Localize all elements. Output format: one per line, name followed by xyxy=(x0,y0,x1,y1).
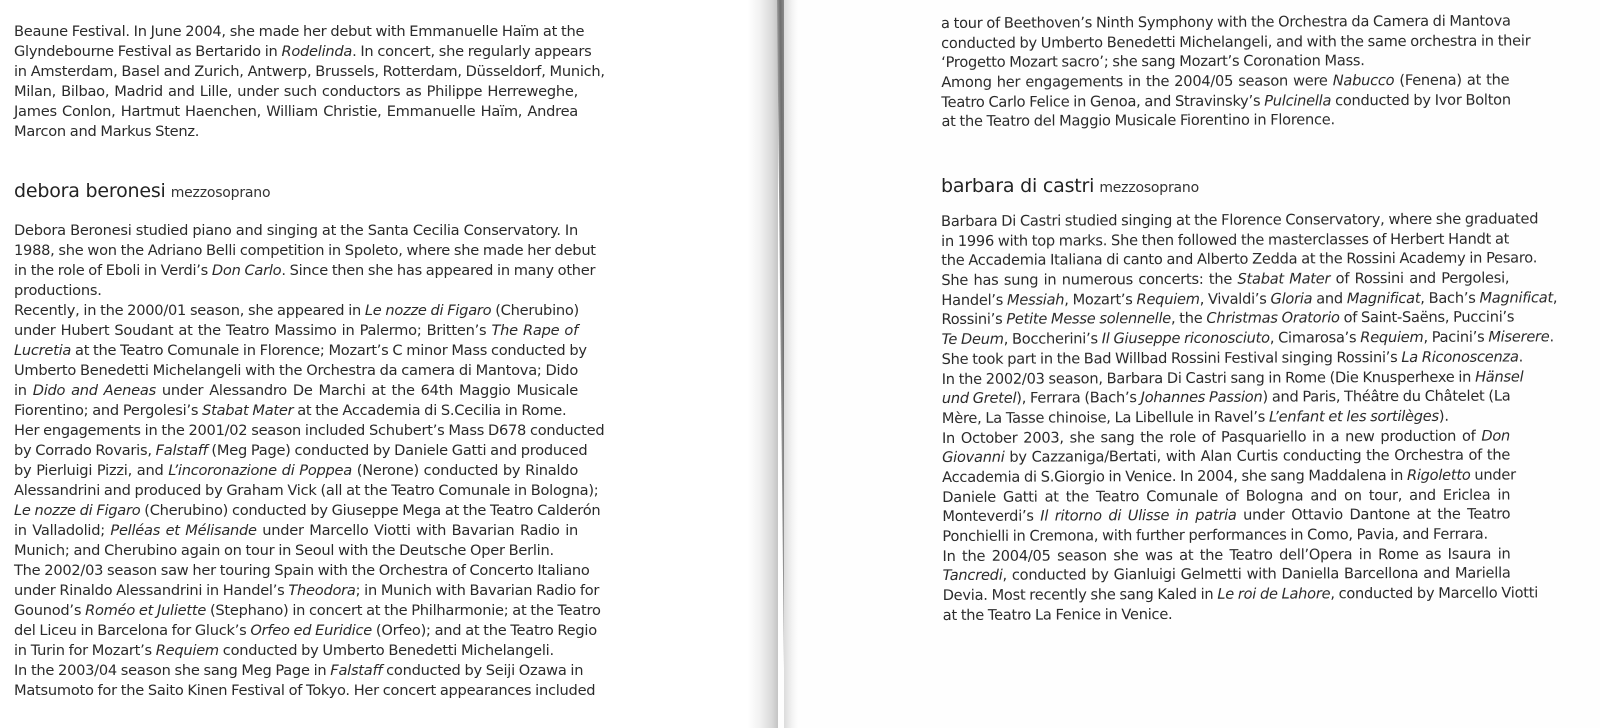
text-line xyxy=(14,541,578,561)
italic-title-run: Lucretia xyxy=(14,342,72,359)
text-line xyxy=(14,501,601,521)
text-run: conducted by Umberto Benedetti Michelangeli, and with the same orchestra in their xyxy=(941,32,1531,52)
text-line xyxy=(14,122,578,142)
text-run: She has sung in numerous concerts: the xyxy=(941,270,1238,290)
text-run: , Vivaldi’s xyxy=(1199,290,1271,308)
artist-name: barbara di castri xyxy=(941,175,1095,197)
text-run: by Corrado Rovaris, xyxy=(14,442,156,459)
text-run: , the xyxy=(1170,310,1207,328)
italic-title-run: Theodora xyxy=(288,582,356,599)
book-spine-gutter xyxy=(748,0,798,728)
text-run: In the 2004/05 season she was at the Teatro dell’Opera in Rome as Isaura in xyxy=(942,545,1511,565)
text-run: in Valladolid; xyxy=(14,522,111,539)
text-run: and xyxy=(1312,289,1347,308)
italic-title-run: Requiem xyxy=(1136,290,1200,308)
italic-title-run: Don Carlo xyxy=(211,262,282,279)
text-run: , Cimarosa’s xyxy=(1269,329,1361,347)
text-run: , xyxy=(1552,289,1558,307)
italic-title-run: Don xyxy=(1481,427,1511,445)
text-run: in 1996 with top marks. She then followed the masterclasses of Herbert Handt at xyxy=(941,230,1510,250)
italic-title-run: Rigoletto xyxy=(1406,466,1471,484)
text-line xyxy=(941,288,1558,310)
text-run: in xyxy=(14,382,33,399)
text-line xyxy=(14,581,600,601)
text-run: Alessandrini and produced by Graham Vick (all at the Teatro Comunale in Bologna); xyxy=(14,482,599,499)
text-run: Matsumoto for the Saito Kinen Festival of Tokyo. Her concert appearances included xyxy=(14,682,596,699)
text-run: at the Teatro La Fenice in Venice. xyxy=(942,605,1173,624)
text-line xyxy=(14,221,578,241)
text-run: Gounod’s xyxy=(14,602,86,619)
italic-title-run: La Riconoscenza xyxy=(1401,348,1519,366)
text-run: Devia. Most recently she sang Kaled in xyxy=(942,585,1218,605)
text-run: ). xyxy=(1438,407,1449,425)
text-run: a tour of Beethoven’s Ninth Symphony with the Orchestra da Camera di Mantova xyxy=(941,12,1511,32)
italic-title-run: Le roi de Lahore xyxy=(1217,585,1331,603)
text-run: by Cazzaniga/Bertati, with Alan Curtis conducting the Orchestra of the xyxy=(1004,446,1511,466)
artist-heading-barbara-di-castri xyxy=(941,174,1199,200)
text-line xyxy=(943,564,1511,586)
text-run: del Liceu in Barcelona for Gluck’s xyxy=(14,622,251,639)
text-run: . Since then she has appeared in many other xyxy=(281,262,596,279)
debora-beronesi-biography xyxy=(14,221,605,701)
text-run: ), Ferrara (Bach’s xyxy=(1016,389,1141,407)
italic-title-run: Petite Messe solennelle xyxy=(1006,310,1172,329)
italic-title-run: Magnificat xyxy=(1346,289,1421,307)
text-line xyxy=(14,241,596,261)
text-run: In the 2002/03 season, Barbara Di Castri sang in Rome (Die Knusperhexe in xyxy=(941,368,1476,388)
italic-title-run: Roméo et Juliette xyxy=(85,602,207,619)
text-run: ) and Paris, Théâtre du Châtelet (La xyxy=(1262,387,1511,406)
text-run: Accademia di S.Giorgio in Venice. In 2004, she sang Maddalena in xyxy=(942,466,1407,486)
italic-title-run: Miserere xyxy=(1488,328,1550,346)
text-line xyxy=(942,426,1510,448)
text-run: at the Accademia di S.Cecilia in Rome. xyxy=(293,402,567,419)
italic-title-run: Magnificat xyxy=(1479,289,1553,307)
italic-title-run: Hänsel xyxy=(1475,367,1524,386)
italic-title-run: Il Giuseppe riconosciuto xyxy=(1101,329,1270,348)
text-run: . xyxy=(1549,328,1554,346)
text-line xyxy=(941,31,1531,53)
text-run: , conducted by Marcello Viotti xyxy=(1330,584,1539,603)
text-run: James Conlon, Hartmut Haenchen, William Christie, Emmanuelle Haïm, Andrea xyxy=(14,103,578,120)
text-run: at the Teatro del Maggio Musicale Fiorentino in Florence. xyxy=(941,111,1335,131)
text-line xyxy=(941,51,1509,73)
text-run: Marcon and Markus Stenz. xyxy=(14,123,200,140)
text-run: the Accademia Italiana di canto and Alberto Zedda at the Rossini Academy in Pesaro. xyxy=(941,249,1538,270)
text-run: ; in Munich with Bavarian Radio for xyxy=(355,582,600,599)
text-line xyxy=(14,281,578,301)
italic-title-run: Requiem xyxy=(1360,329,1424,347)
italic-title-run: Orfeo ed Euridice xyxy=(250,622,372,639)
text-run: In October 2003, she sang the role of Pasquariello in a new production of xyxy=(941,427,1482,447)
text-line xyxy=(941,249,1538,271)
text-line xyxy=(941,12,1509,34)
text-line xyxy=(941,229,1509,251)
right-intro-paragraph xyxy=(941,12,1531,133)
text-run: conducted by Umberto Benedetti Michelangeli. xyxy=(218,642,554,659)
text-run: She took part in the Bad Willbad Rossini Festival singing Rossini’s xyxy=(941,348,1402,368)
text-line xyxy=(14,681,596,701)
text-run: conducted by Seiji Ozawa in xyxy=(382,662,584,679)
text-run: under Alessandro De Marchi at the 64th Maggio Musicale xyxy=(155,382,578,399)
text-run: by Pierluigi Pizzi, and xyxy=(14,462,169,479)
text-run: Fiorentino; and Pergolesi’s xyxy=(14,402,203,419)
text-line xyxy=(14,361,578,381)
italic-title-run: The Rape of xyxy=(491,322,578,339)
text-run: in Turin for Mozart’s xyxy=(14,642,156,659)
italic-title-run: Nabucco xyxy=(1332,72,1395,90)
text-line xyxy=(14,341,587,361)
text-line xyxy=(14,661,584,681)
text-line xyxy=(14,301,578,321)
text-run: under Hubert Soudant at the Teatro Massimo in Palermo; Britten’s xyxy=(14,322,492,339)
text-run: Munich; and Cherubino again on tour in Seoul with the Deutsche Oper Berlin. xyxy=(14,542,554,559)
text-run: Monteverdi’s xyxy=(942,507,1041,526)
text-line xyxy=(14,381,578,401)
text-run: productions. xyxy=(14,282,102,299)
italic-title-run: L’enfant et les sortilèges xyxy=(1268,407,1439,426)
text-run: Milan, Bilbao, Madrid and Lille, under such conductors as Philippe Herreweghe, xyxy=(14,83,578,100)
text-line xyxy=(942,387,1510,409)
text-run: Among her engagements in the 2004/05 season were xyxy=(941,72,1333,92)
text-run: Her engagements in the 2001/02 season included Schubert’s Mass D678 conducted xyxy=(14,422,605,439)
text-run: of Rossini and Pergolesi, xyxy=(1330,269,1510,288)
italic-title-run: Pelléas et Mélisande xyxy=(110,522,257,539)
text-run: Barbara Di Castri studied singing at the Florence Conservatory, where she graduated xyxy=(941,210,1539,230)
text-line xyxy=(14,441,588,461)
text-line xyxy=(942,406,1510,428)
text-line xyxy=(941,367,1524,389)
text-run: in the role of Eboli in Verdi’s xyxy=(14,262,212,279)
text-run: (Stephano) in concert at the Philharmonie; at the Teatro xyxy=(206,602,601,619)
text-run: (Nerone) conducted by Rinaldo xyxy=(351,462,578,479)
artist-voice-type: mezzosoprano xyxy=(1099,180,1199,196)
text-line xyxy=(942,544,1510,566)
text-run: , conducted by Gianluigi Gelmetti with Daniella Barcellona and Mariella xyxy=(1002,564,1511,585)
text-run: , Mozart’s xyxy=(1064,290,1137,309)
text-run: Mère, La Tasse chinoise, La Libellule in Ravel’s xyxy=(941,408,1270,427)
artist-heading-debora-beronesi xyxy=(14,179,270,205)
text-run: Recently, in the 2000/01 season, she appeared in xyxy=(14,302,365,319)
spine-shadow xyxy=(748,0,778,728)
italic-title-run: Rodelinda xyxy=(281,43,353,60)
text-line xyxy=(943,603,1511,625)
artist-name: debora beronesi xyxy=(14,180,166,202)
italic-title-run: Dido and Aeneas xyxy=(32,382,156,399)
text-run: Debora Beronesi studied piano and singing at the Santa Cecilia Conservatory. In xyxy=(14,222,578,239)
italic-title-run: Tancredi xyxy=(942,567,1003,585)
text-line xyxy=(14,421,605,441)
text-run: in Amsterdam, Basel and Zurich, Antwerp, Brussels, Rotterdam, Düsseldorf, Munich, xyxy=(14,63,605,80)
italic-title-run: Le nozze di Figaro xyxy=(14,502,141,519)
text-line xyxy=(14,601,601,621)
text-run: Daniele Gatti at the Teatro Comunale of Bologna and on tour, and Ericlea in xyxy=(942,486,1511,506)
text-run: Umberto Benedetti Michelangeli with the Orchestra da camera di Mantova; Dido xyxy=(14,362,578,379)
text-run: , Boccherini’s xyxy=(1003,330,1102,348)
text-line xyxy=(941,110,1509,132)
text-line xyxy=(14,321,578,341)
text-run: (Cherubino) xyxy=(491,302,580,319)
italic-title-run: Gloria xyxy=(1270,290,1313,308)
italic-title-run: Le nozze di Figaro xyxy=(364,302,492,319)
italic-title-run: Christmas Oratorio xyxy=(1206,309,1340,328)
text-line xyxy=(14,261,596,281)
text-run: Rossini’s xyxy=(941,311,1007,329)
text-line xyxy=(941,328,1554,350)
text-line xyxy=(941,210,1539,232)
italic-title-run: Falstaff xyxy=(155,442,208,459)
left-intro-paragraph xyxy=(14,22,605,142)
italic-title-run: Stabat Mater xyxy=(202,402,294,419)
spine-highlight xyxy=(784,0,798,728)
text-run: Ponchielli in Cremona, with further performances in Como, Pavia, and Ferrara. xyxy=(942,525,1488,545)
italic-title-run: Stabat Mater xyxy=(1237,270,1331,288)
text-line xyxy=(941,71,1509,93)
italic-title-run: Il ritorno di Ulisse in patria xyxy=(1040,507,1237,525)
italic-title-run: L’incoronazione di Poppea xyxy=(168,462,352,479)
text-run: 1988, she won the Adriano Belli competition in Spoleto, where she made her debut xyxy=(14,242,596,259)
italic-title-run: Giovanni xyxy=(942,448,1005,467)
italic-title-run: Falstaff xyxy=(330,662,383,679)
text-run: The 2002/03 season saw her touring Spain with the Orchestra of Concerto Italiano xyxy=(14,562,590,579)
text-line xyxy=(14,621,597,641)
text-run: . In concert, she regularly appears xyxy=(352,43,592,60)
italic-title-run: Messiah xyxy=(1006,291,1065,309)
text-run: (Orfeo); and at the Teatro Regio xyxy=(372,622,597,639)
text-line xyxy=(14,102,578,122)
italic-title-run: Johannes Passion xyxy=(1140,388,1263,407)
text-run: under Rinaldo Alessandrini in Handel’s xyxy=(14,582,289,599)
text-run: conducted by Ivor Bolton xyxy=(1331,91,1511,110)
text-line xyxy=(14,62,605,82)
italic-title-run: Requiem xyxy=(155,642,219,659)
text-run: (Fenena) at the xyxy=(1394,71,1510,90)
text-line xyxy=(942,485,1510,507)
barbara-di-castri-biography xyxy=(941,210,1558,626)
text-line xyxy=(14,22,585,42)
text-run: ‘Progetto Mozart sacro’; she sang Mozart’s Coronation Mass. xyxy=(941,52,1365,72)
text-run: under Marcello Viotti with Bavarian Radio in xyxy=(256,522,579,539)
text-run: under xyxy=(1470,466,1516,484)
text-line xyxy=(14,481,599,501)
text-run: . xyxy=(1518,348,1524,366)
text-line xyxy=(14,42,592,62)
text-run: of Saint-Saëns, Puccini’s xyxy=(1339,308,1515,327)
text-line xyxy=(941,269,1509,291)
italic-title-run: und Gretel xyxy=(941,389,1017,408)
artist-voice-type: mezzosoprano xyxy=(170,185,271,201)
text-run: (Meg Page) conducted by Daniele Gatti and produced xyxy=(207,442,588,459)
text-line xyxy=(14,521,578,541)
text-line xyxy=(941,90,1509,112)
text-line xyxy=(941,308,1515,330)
text-line xyxy=(942,505,1510,527)
italic-title-run: Pulcinella xyxy=(1264,92,1332,110)
text-line xyxy=(14,641,578,661)
text-line xyxy=(14,461,578,481)
text-run: (Cherubino) conducted by Giuseppe Mega at the Teatro Calderón xyxy=(140,502,601,519)
text-run: , Pacini’s xyxy=(1423,328,1489,347)
text-run: Handel’s xyxy=(941,291,1008,309)
italic-title-run: Te Deum xyxy=(941,330,1004,349)
text-line xyxy=(14,82,578,102)
text-run: Glyndebourne Festival as Bertarido in xyxy=(14,43,282,60)
text-line xyxy=(14,561,590,581)
text-run: , Bach’s xyxy=(1420,289,1480,307)
text-run: at the Teatro Comunale in Florence; Mozart’s C minor Mass conducted by xyxy=(71,342,587,359)
text-line xyxy=(942,465,1516,487)
text-line xyxy=(942,446,1510,468)
text-run: Teatro Carlo Felice in Genoa, and Stravinsky’s xyxy=(941,92,1265,111)
text-line xyxy=(942,525,1510,547)
text-run: under Ottavio Dantone at the Teatro xyxy=(1236,505,1511,525)
text-line xyxy=(942,584,1539,606)
text-line xyxy=(941,347,1524,369)
text-line xyxy=(14,401,578,421)
text-run: In the 2003/04 season she sang Meg Page in xyxy=(14,662,331,679)
text-run: Beaune Festival. In June 2004, she made her debut with Emmanuelle Haïm at the xyxy=(14,23,585,40)
